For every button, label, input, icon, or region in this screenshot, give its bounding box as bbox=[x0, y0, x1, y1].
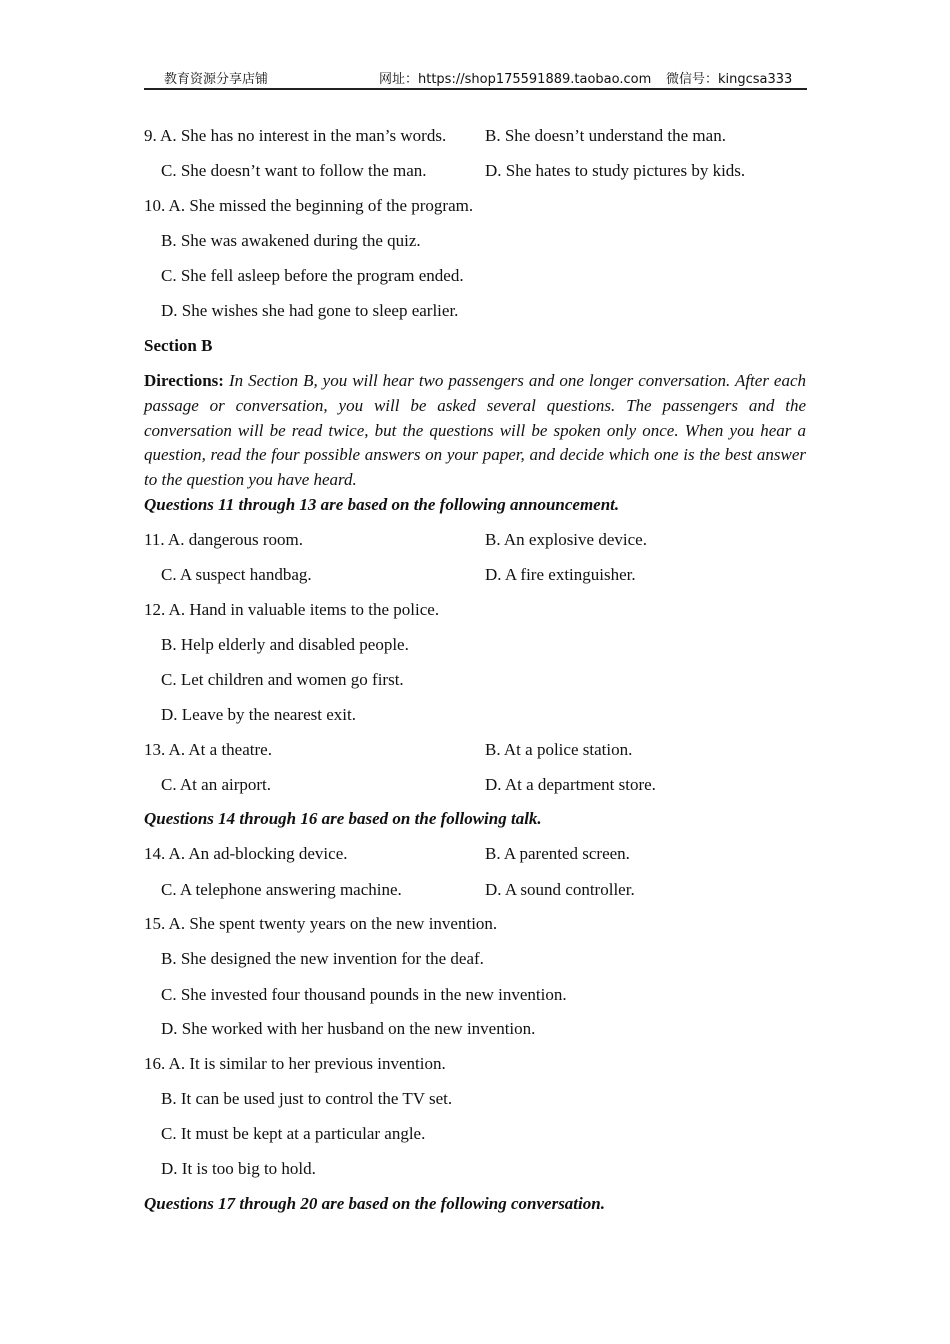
section-b-title: Section B bbox=[144, 336, 213, 355]
q10-option-a: 10. A. She missed the beginning of the program. bbox=[144, 196, 474, 215]
q16-option-a: 16. A. It is similar to her previous invention. bbox=[144, 1054, 446, 1073]
q15-option-b: B. She designed the new invention for the deaf. bbox=[161, 949, 484, 968]
q11-option-d: D. A fire extinguisher. bbox=[485, 565, 636, 584]
q12-option-a: 12. A. Hand in valuable items to the police. bbox=[144, 600, 440, 619]
q10-option-d: D. She wishes she had gone to sleep earlier. bbox=[161, 301, 459, 320]
q15-option-d: D. She worked with her husband on the new invention. bbox=[161, 1019, 536, 1038]
page-header bbox=[144, 66, 807, 90]
q9-option-d: D. She hates to study pictures by kids. bbox=[485, 161, 746, 180]
q14-option-c: C. A telephone answering machine. bbox=[161, 880, 402, 899]
q13-option-a: 13. A. At a theatre. bbox=[144, 740, 272, 759]
directions-label: Directions: bbox=[144, 371, 224, 390]
group-heading-14-16: Questions 14 through 16 are based on the following talk. bbox=[144, 809, 542, 828]
header-url: 网址：https://shop175591889.taobao.com bbox=[379, 72, 652, 87]
q13-option-c: C. At an airport. bbox=[161, 775, 272, 794]
q15-option-a: 15. A. She spent twenty years on the new invention. bbox=[144, 914, 498, 933]
q14-option-b: B. A parented screen. bbox=[485, 844, 630, 863]
directions-text: In Section B, you will hear two passengers and one longer conversation. After each passage or conversation, you will be asked several questions. The passengers and the conversation will be read twice, but the questions will be spoken only once. When you hear a question, read the four possible answers on your paper, and decide which one is the best answer to the question you have heard. bbox=[144, 371, 807, 490]
q12-option-b: B. Help elderly and disabled people. bbox=[161, 635, 409, 654]
q10-option-b: B. She was awakened during the quiz. bbox=[161, 231, 421, 250]
q16-option-c: C. It must be kept at a particular angle. bbox=[161, 1124, 426, 1143]
q10-option-c: C. She fell asleep before the program ended. bbox=[161, 266, 464, 285]
q13-option-d: D. At a department store. bbox=[485, 775, 656, 794]
q14-option-a: 14. A. An ad-blocking device. bbox=[144, 844, 348, 863]
q14-option-d: D. A sound controller. bbox=[485, 880, 635, 899]
q11-option-b: B. An explosive device. bbox=[485, 530, 647, 549]
q12-option-c: C. Let children and women go first. bbox=[161, 670, 404, 689]
header-shop-name: 教育资源分享店铺 bbox=[164, 72, 269, 87]
group-heading-11-13: Questions 11 through 13 are based on the following announcement. bbox=[144, 495, 620, 514]
q11-option-a: 11. A. dangerous room. bbox=[144, 530, 303, 549]
q11-option-c: C. A suspect handbag. bbox=[161, 565, 312, 584]
q13-option-b: B. At a police station. bbox=[485, 740, 633, 759]
group-heading-17-20: Questions 17 through 20 are based on the following conversation. bbox=[144, 1194, 605, 1213]
q15-option-c: C. She invested four thousand pounds in the new invention. bbox=[161, 985, 567, 1004]
section-b-directions bbox=[144, 369, 806, 493]
q16-option-d: D. It is too big to hold. bbox=[161, 1159, 316, 1178]
q12-option-d: D. Leave by the nearest exit. bbox=[161, 705, 356, 724]
q9-option-a: 9. A. She has no interest in the man’s words. bbox=[144, 126, 447, 145]
header-wechat: 微信号：kingcsa333 bbox=[666, 72, 793, 87]
q9-option-b: B. She doesn’t understand the man. bbox=[485, 126, 726, 145]
q9-option-c: C. She doesn’t want to follow the man. bbox=[161, 161, 427, 180]
q16-option-b: B. It can be used just to control the TV set. bbox=[161, 1089, 453, 1108]
